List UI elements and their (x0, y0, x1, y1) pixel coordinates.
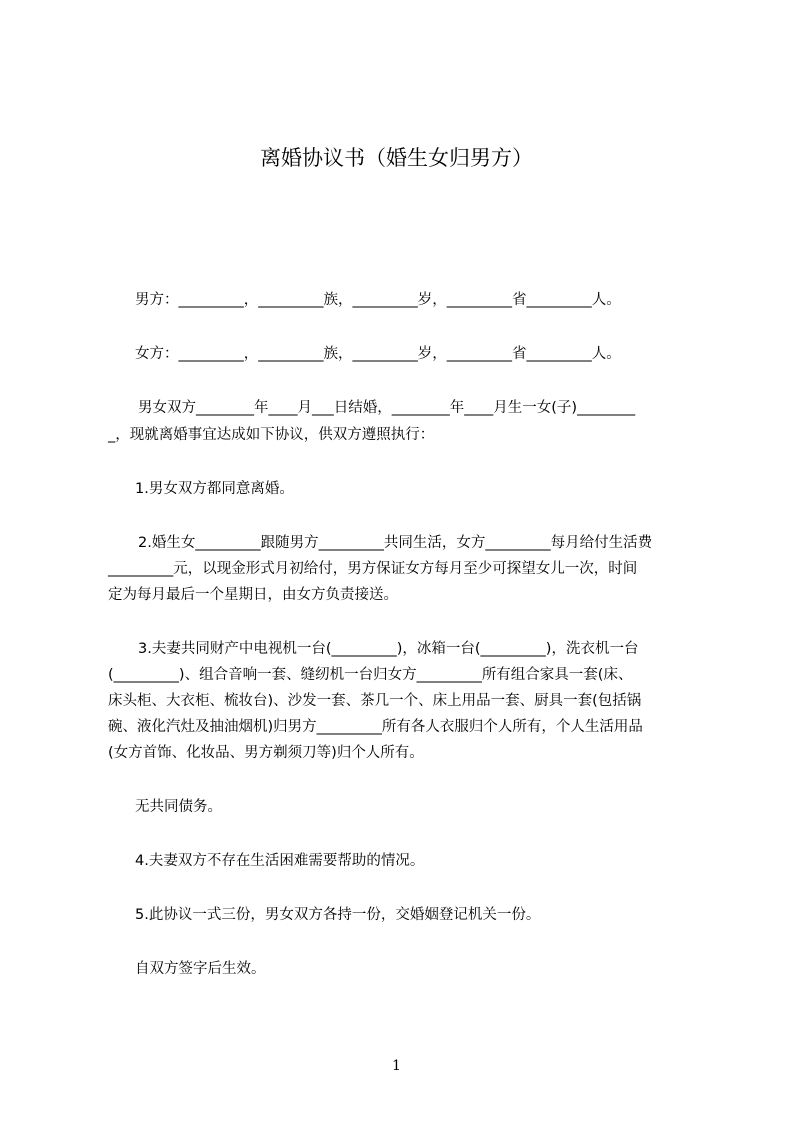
clause-3-line-3: 床头柜、大衣柜、梳妆台)、沙发一套、茶几一个、床上用品一套、厨具一套(包括锅 (108, 693, 642, 709)
document-title: 离婚协议书（婚生女归男方） (260, 146, 533, 170)
clause-2-line-2: _________元，以现金形式月初给付，男方保证女方每月至少可探望女儿一次，时间 (108, 561, 638, 577)
female-party-line: 女方：_________，_________族，_________岁，_________省_________人。 (135, 346, 621, 362)
clause-3-line-5: (女方首饰、化妆品、男方剃须刀等)归个人所有。 (108, 745, 424, 761)
clause-5: 5.此协议一式三份，男女双方各持一份，交婚姻登记机关一份。 (135, 907, 541, 923)
clause-2-line-3: 定为每月最后一个星期日，由女方负责接送。 (108, 587, 398, 603)
effective-statement: 自双方签字后生效。 (135, 961, 266, 977)
clause-1: 1.男女双方都同意离婚。 (135, 481, 294, 497)
page-number: 1 (392, 1058, 401, 1074)
preamble-line-2: _，现就离婚事宜达成如下协议，供双方遵照执行： (108, 427, 435, 443)
clause-2-line-1: 2.婚生女_________跟随男方_________共同生活，女方_________每月给付生活费 (138, 535, 653, 551)
clause-3-line-2: (_________)、组合音响一套、缝纫机一台归女方_________所有组合家具一套(床、 (108, 667, 633, 683)
male-party-line: 男方：_________，_________族，_________岁，_________省_________人。 (135, 292, 621, 308)
debt-statement: 无共同债务。 (135, 799, 222, 815)
preamble-line-1: 男女双方________年____月___日结婚，________年____月生一女(子)________ (138, 400, 636, 416)
clause-3-line-1: 3.夫妻共同财产中电视机一台(_________)，冰箱一台(_________)，洗衣机一台 (138, 641, 639, 657)
clause-4: 4.夫妻双方不存在生活困难需要帮助的情况。 (135, 853, 425, 869)
clause-3-line-4: 碗、液化汽灶及抽油烟机)归男方_________所有各人衣服归个人所有，个人生活用品 (108, 719, 643, 735)
